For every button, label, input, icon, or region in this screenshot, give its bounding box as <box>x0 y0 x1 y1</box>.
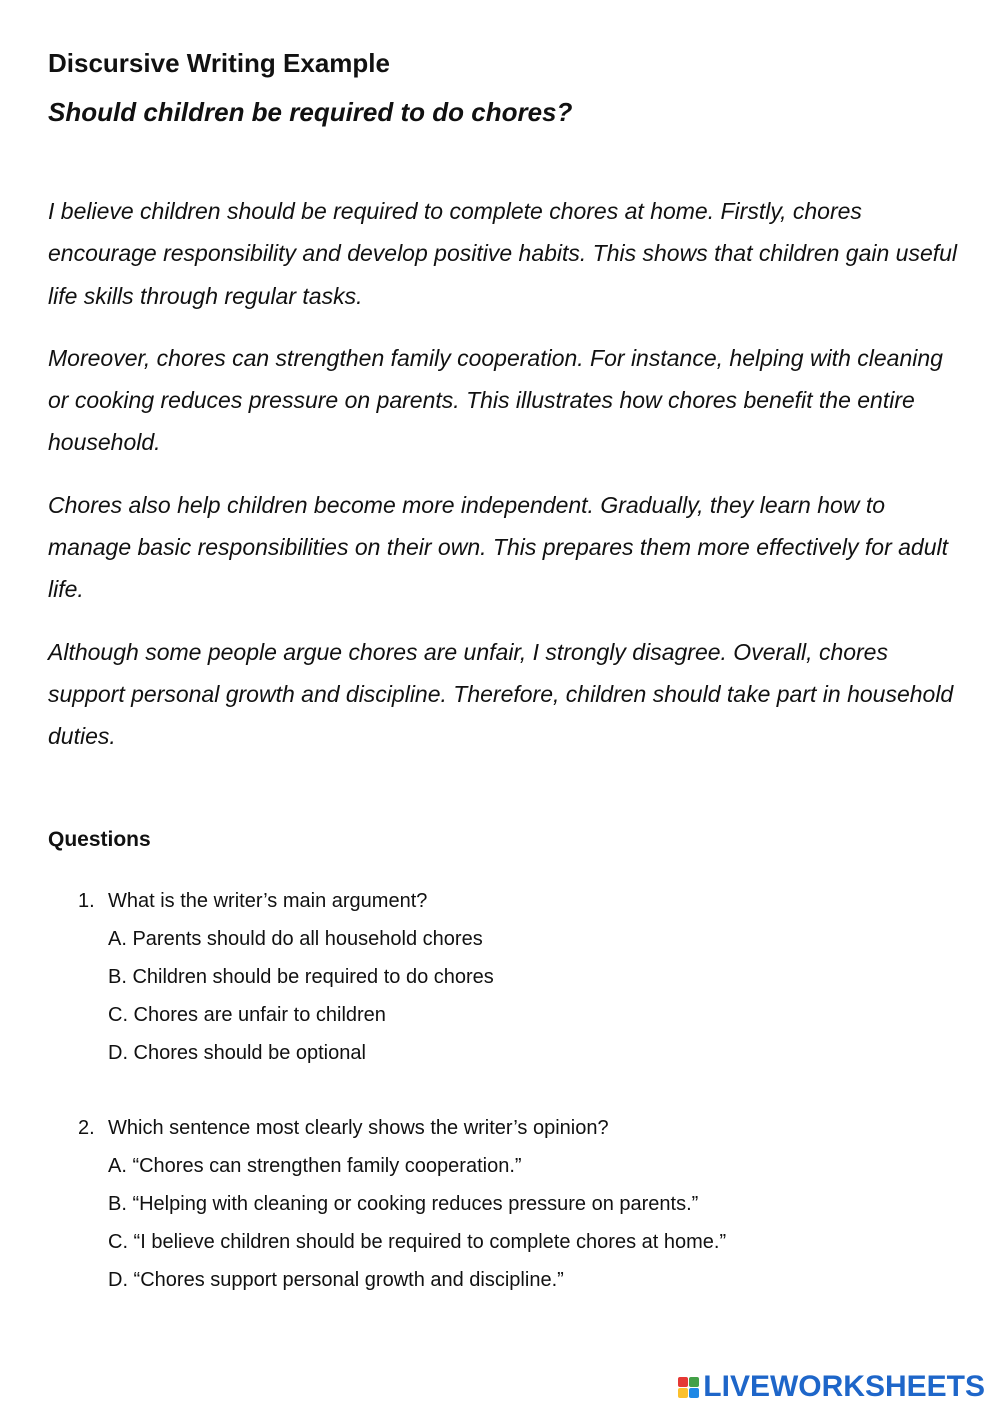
answer-option-c[interactable]: C. Chores are unfair to children <box>108 1004 386 1026</box>
question-text: What is the writer’s main argument? <box>108 890 428 912</box>
essay-paragraph: I believe children should be required to complete chores at home. Firstly, chores encourage responsibility and develop positive habits. This shows that children gain useful life skills through regular tasks. <box>48 198 958 309</box>
question-text: Which sentence most clearly shows the writer’s opinion? <box>108 1117 609 1139</box>
answer-option-c[interactable]: C. “I believe children should be required to complete chores at home.” <box>108 1231 727 1253</box>
answer-options <box>78 1151 958 1303</box>
logo-square-red <box>678 1377 688 1387</box>
logo-square-green <box>689 1377 699 1387</box>
page-subtitle: Should children be required to do chores? <box>48 97 573 127</box>
answer-options <box>78 924 958 1076</box>
logo-square-yellow <box>678 1388 688 1398</box>
page-title: Discursive Writing Example <box>48 48 390 78</box>
essay-paragraph: Although some people argue chores are unfair, I strongly disagree. Overall, chores support personal growth and discipline. Therefore, children should take part in household duties. <box>48 638 954 750</box>
answer-option-d[interactable]: D. Chores should be optional <box>108 1042 366 1064</box>
liveworksheets-logo-icon <box>678 1377 699 1398</box>
questions-heading: Questions <box>48 828 151 851</box>
answer-option-a[interactable]: A. “Chores can strengthen family cooperation.” <box>108 1155 522 1177</box>
liveworksheets-brand[interactable] <box>678 1372 985 1402</box>
answer-option-d[interactable]: D. “Chores support personal growth and discipline.” <box>108 1269 564 1291</box>
essay-paragraph: Moreover, chores can strengthen family cooperation. For instance, helping with cleaning or cooking reduces pressure on parents. This illustrates how chores benefit the entire household. <box>48 344 943 456</box>
answer-option-a[interactable]: A. Parents should do all household chores <box>108 928 483 950</box>
answer-option-b[interactable]: B. Children should be required to do chores <box>108 966 494 988</box>
question-prompt <box>78 886 958 924</box>
question-1 <box>78 886 958 1076</box>
question-prompt <box>78 1113 958 1151</box>
question-2 <box>78 1113 958 1303</box>
logo-square-blue <box>689 1388 699 1398</box>
question-number: 2. <box>78 1117 95 1139</box>
essay-paragraph: Chores also help children become more independent. Gradually, they learn how to manage basic responsibilities on their own. This prepares them more effectively for adult life. <box>48 491 948 603</box>
question-number: 1. <box>78 890 95 912</box>
answer-option-b[interactable]: B. “Helping with cleaning or cooking reduces pressure on parents.” <box>108 1193 699 1215</box>
essay-body <box>48 190 958 778</box>
brand-name: LIVEWORKSHEETS <box>703 1370 985 1403</box>
